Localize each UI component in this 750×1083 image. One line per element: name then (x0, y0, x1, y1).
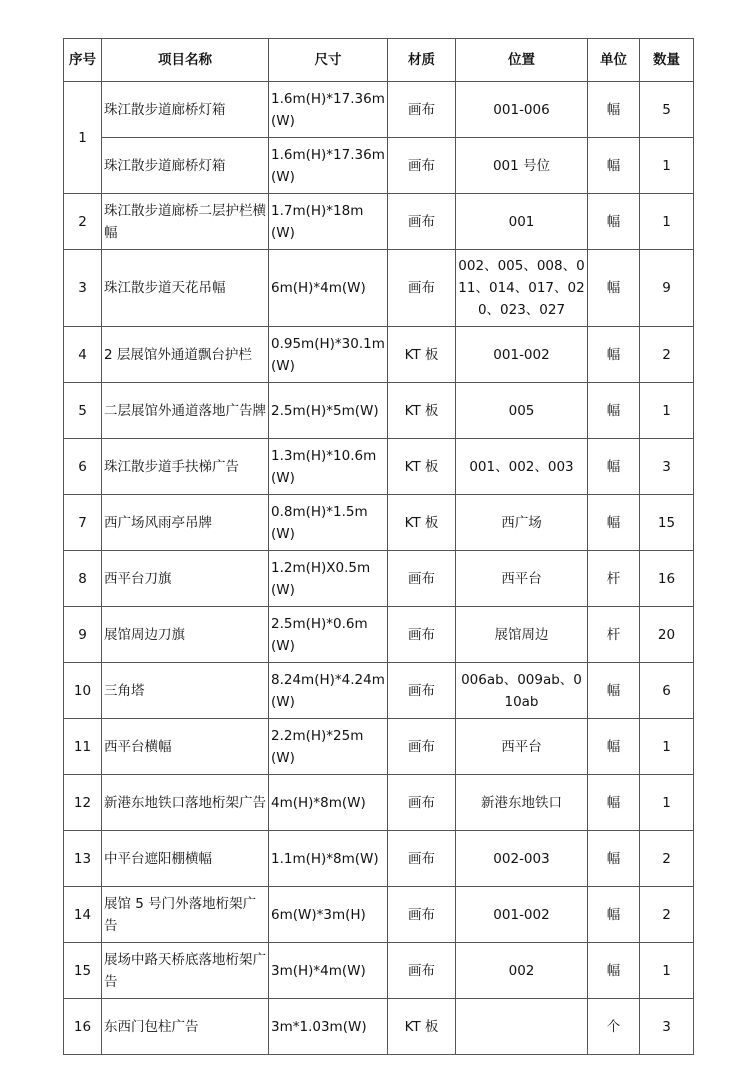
cell-name: 展馆周边刀旗 (102, 607, 269, 663)
table-row (64, 663, 694, 719)
cell-qty: 6 (640, 663, 694, 719)
cell-size: 6m(W)*3m(H) (269, 887, 388, 943)
cell-size: 1.7m(H)*18m(W) (269, 194, 388, 250)
table-row (64, 82, 694, 138)
cell-qty: 2 (640, 327, 694, 383)
cell-location: 001-002 (456, 327, 588, 383)
cell-unit: 幅 (588, 495, 640, 551)
header-size: 尺寸 (269, 39, 388, 82)
cell-qty: 1 (640, 943, 694, 999)
cell-qty: 1 (640, 383, 694, 439)
cell-no: 10 (64, 663, 102, 719)
cell-location (456, 999, 588, 1055)
cell-unit: 幅 (588, 719, 640, 775)
cell-material: 画布 (388, 82, 456, 138)
cell-name: 珠江散步道廊桥灯箱 (102, 82, 269, 138)
header-name: 项目名称 (102, 39, 269, 82)
cell-location: 001 号位 (456, 138, 588, 194)
cell-unit: 幅 (588, 775, 640, 831)
cell-name: 珠江散步道廊桥二层护栏横幅 (102, 194, 269, 250)
cell-name: 三角塔 (102, 663, 269, 719)
header-row (64, 39, 694, 82)
cell-location: 展馆周边 (456, 607, 588, 663)
table-row (64, 551, 694, 607)
cell-size: 6m(H)*4m(W) (269, 250, 388, 327)
cell-qty: 1 (640, 138, 694, 194)
cell-location: 001-002 (456, 887, 588, 943)
cell-material: 画布 (388, 194, 456, 250)
cell-unit: 幅 (588, 887, 640, 943)
cell-material: KT 板 (388, 383, 456, 439)
table-row (64, 194, 694, 250)
cell-location: 新港东地铁口 (456, 775, 588, 831)
cell-no: 12 (64, 775, 102, 831)
header-unit: 单位 (588, 39, 640, 82)
cell-size: 1.2m(H)X0.5m(W) (269, 551, 388, 607)
spec-table (63, 38, 694, 1055)
cell-size: 0.8m(H)*1.5m(W) (269, 495, 388, 551)
table-row (64, 383, 694, 439)
cell-qty: 5 (640, 82, 694, 138)
cell-qty: 3 (640, 999, 694, 1055)
cell-no: 16 (64, 999, 102, 1055)
cell-name: 二层展馆外通道落地广告牌 (102, 383, 269, 439)
cell-no: 8 (64, 551, 102, 607)
cell-name: 展场中路天桥底落地桁架广告 (102, 943, 269, 999)
cell-location: 002-003 (456, 831, 588, 887)
cell-size: 1.6m(H)*17.36m(W) (269, 82, 388, 138)
cell-qty: 3 (640, 439, 694, 495)
cell-location: 002、005、008、011、014、017、020、023、027 (456, 250, 588, 327)
cell-no: 3 (64, 250, 102, 327)
cell-no: 6 (64, 439, 102, 495)
cell-material: KT 板 (388, 999, 456, 1055)
cell-location: 001 (456, 194, 588, 250)
header-qty: 数量 (640, 39, 694, 82)
cell-name: 西广场风雨亭吊牌 (102, 495, 269, 551)
table-row (64, 138, 694, 194)
header-material: 材质 (388, 39, 456, 82)
cell-size: 3m(H)*4m(W) (269, 943, 388, 999)
cell-name: 东西门包柱广告 (102, 999, 269, 1055)
cell-location: 西平台 (456, 551, 588, 607)
cell-material: 画布 (388, 607, 456, 663)
cell-material: 画布 (388, 831, 456, 887)
cell-qty: 1 (640, 194, 694, 250)
cell-material: KT 板 (388, 495, 456, 551)
cell-qty: 2 (640, 831, 694, 887)
table-row (64, 327, 694, 383)
cell-unit: 幅 (588, 82, 640, 138)
cell-no: 2 (64, 194, 102, 250)
cell-qty: 16 (640, 551, 694, 607)
cell-no: 15 (64, 943, 102, 999)
cell-location: 西广场 (456, 495, 588, 551)
cell-no: 7 (64, 495, 102, 551)
table-row (64, 719, 694, 775)
cell-no: 4 (64, 327, 102, 383)
cell-name: 新港东地铁口落地桁架广告 (102, 775, 269, 831)
cell-unit: 幅 (588, 943, 640, 999)
cell-name: 2 层展馆外通道飘台护栏 (102, 327, 269, 383)
cell-no: 1 (64, 82, 102, 194)
cell-size: 1.1m(H)*8m(W) (269, 831, 388, 887)
cell-material: 画布 (388, 138, 456, 194)
cell-qty: 15 (640, 495, 694, 551)
cell-size: 2.5m(H)*5m(W) (269, 383, 388, 439)
cell-unit: 杆 (588, 607, 640, 663)
table-row (64, 999, 694, 1055)
cell-qty: 20 (640, 607, 694, 663)
cell-unit: 幅 (588, 138, 640, 194)
cell-location: 005 (456, 383, 588, 439)
cell-no: 13 (64, 831, 102, 887)
cell-qty: 9 (640, 250, 694, 327)
cell-size: 8.24m(H)*4.24m(W) (269, 663, 388, 719)
cell-location: 006ab、009ab、010ab (456, 663, 588, 719)
header-no: 序号 (64, 39, 102, 82)
cell-material: KT 板 (388, 327, 456, 383)
cell-material: 画布 (388, 663, 456, 719)
table-row (64, 887, 694, 943)
cell-name: 珠江散步道天花吊幅 (102, 250, 269, 327)
cell-size: 1.3m(H)*10.6m(W) (269, 439, 388, 495)
cell-size: 4m(H)*8m(W) (269, 775, 388, 831)
table-row (64, 943, 694, 999)
cell-qty: 2 (640, 887, 694, 943)
cell-name: 西平台横幅 (102, 719, 269, 775)
cell-location: 001-006 (456, 82, 588, 138)
cell-no: 5 (64, 383, 102, 439)
cell-size: 2.5m(H)*0.6m(W) (269, 607, 388, 663)
cell-no: 9 (64, 607, 102, 663)
cell-material: 画布 (388, 719, 456, 775)
cell-name: 珠江散步道手扶梯广告 (102, 439, 269, 495)
header-location: 位置 (456, 39, 588, 82)
cell-material: 画布 (388, 775, 456, 831)
cell-name: 珠江散步道廊桥灯箱 (102, 138, 269, 194)
cell-name: 西平台刀旗 (102, 551, 269, 607)
cell-name: 展馆 5 号门外落地桁架广告 (102, 887, 269, 943)
table-row (64, 250, 694, 327)
cell-unit: 幅 (588, 439, 640, 495)
cell-material: 画布 (388, 551, 456, 607)
cell-unit: 幅 (588, 663, 640, 719)
cell-unit: 杆 (588, 551, 640, 607)
cell-qty: 1 (640, 719, 694, 775)
cell-no: 14 (64, 887, 102, 943)
cell-qty: 1 (640, 775, 694, 831)
cell-location: 002 (456, 943, 588, 999)
cell-material: 画布 (388, 943, 456, 999)
cell-unit: 幅 (588, 383, 640, 439)
cell-unit: 幅 (588, 250, 640, 327)
cell-size: 0.95m(H)*30.1m(W) (269, 327, 388, 383)
table-row (64, 495, 694, 551)
table-row (64, 439, 694, 495)
cell-unit: 个 (588, 999, 640, 1055)
cell-size: 2.2m(H)*25m(W) (269, 719, 388, 775)
cell-size: 3m*1.03m(W) (269, 999, 388, 1055)
cell-location: 001、002、003 (456, 439, 588, 495)
cell-unit: 幅 (588, 194, 640, 250)
cell-material: KT 板 (388, 439, 456, 495)
table-row (64, 607, 694, 663)
cell-no: 11 (64, 719, 102, 775)
cell-name: 中平台遮阳棚横幅 (102, 831, 269, 887)
table-row (64, 775, 694, 831)
cell-unit: 幅 (588, 831, 640, 887)
cell-size: 1.6m(H)*17.36m(W) (269, 138, 388, 194)
cell-material: 画布 (388, 250, 456, 327)
cell-unit: 幅 (588, 327, 640, 383)
cell-location: 西平台 (456, 719, 588, 775)
table-row (64, 831, 694, 887)
cell-material: 画布 (388, 887, 456, 943)
